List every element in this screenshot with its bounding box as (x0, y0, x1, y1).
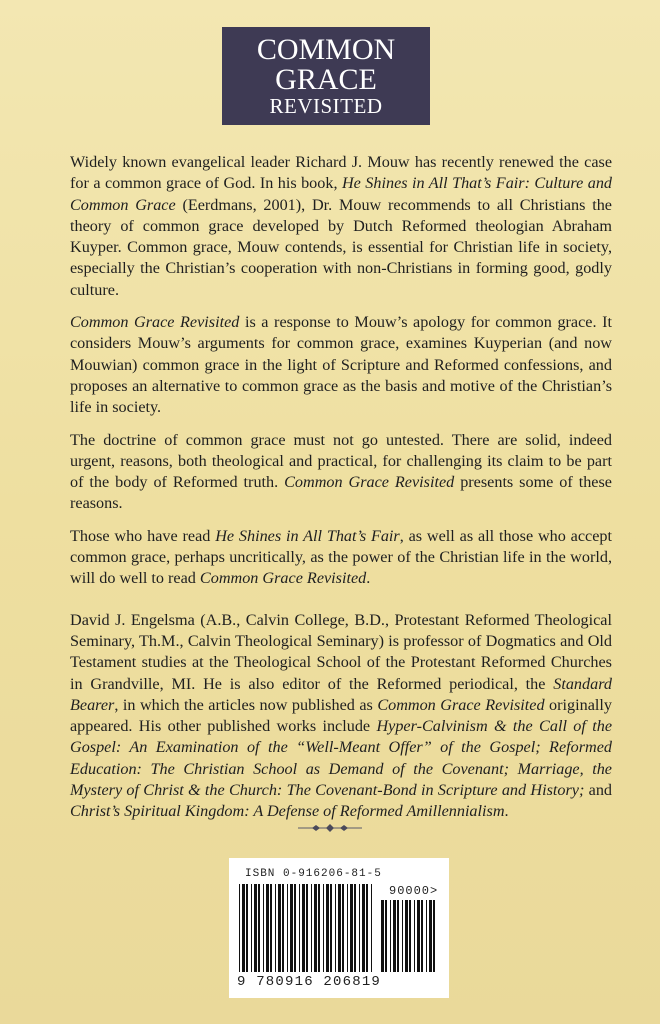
barcode-bar (311, 884, 312, 972)
barcode-bar (385, 900, 387, 972)
barcode-bar (405, 900, 408, 972)
text-run: . (504, 802, 509, 821)
other-works-list: Hyper-Calvinism & the Call of the Gospel: An Examination of the “Well-Meant Offer” of the Gospel; Reformed Education: The Christian School as Demand of the Covenant; Marriage, the Mystery of Christ & the Church: The Covenant-Bond in Scripture and History; (70, 717, 612, 800)
text-run: is a response to Mouw’s apology for common grace. It considers Mouw’s arguments for common grace, examines Kuyperian (and now Mouwian) common grace in the light of Scripture and Reformed confessions, and proposes an alternative to common grace as the basis and motive of the Christian’s life in society. (70, 313, 612, 417)
barcode-bar (350, 884, 353, 972)
barcode-bar (390, 900, 391, 972)
barcode-bar (258, 884, 260, 972)
title-line-revisited: REVISITED (269, 94, 383, 118)
barcode-bar (251, 884, 252, 972)
barcode-bar (302, 884, 305, 972)
text-run: , in which the articles now published as (114, 695, 378, 714)
book-title-he-shines: He Shines in All That’s Fair (215, 526, 400, 545)
book-title-he-shines: He Shines in All That’s Fair: Culture and Common Grace (70, 174, 613, 214)
barcode-bar (270, 884, 272, 972)
barcode-bar (278, 884, 281, 972)
text-run: presents some of these reasons. (70, 473, 612, 513)
barcode-bar (397, 900, 399, 972)
description-paragraph-4 (70, 526, 612, 590)
isbn-barcode (229, 858, 449, 998)
barcode-bars-main (239, 884, 377, 974)
barcode-bar (263, 884, 264, 972)
barcode-bar (254, 884, 257, 972)
barcode-bar (426, 900, 427, 972)
barcode-bar (433, 900, 435, 972)
barcode-bar (393, 900, 396, 972)
book-title-common-grace-revisited: Common Grace Revisited (284, 473, 455, 492)
barcode-bar (242, 884, 245, 972)
barcode-bar (421, 900, 423, 972)
barcode-bar (347, 884, 348, 972)
text-run: (Eerdmans, 2001), Dr. Mouw recommends to all Christians the theory of common grace developed by Dutch Reformed theologian Abraham Kuyper. Common grace, Mouw contends, is essential for Christian life in society, especially the Christian’s cooperation with non-Christians in forming good, godly culture. (70, 195, 612, 299)
description-paragraph-3 (70, 430, 612, 515)
barcode-bar (342, 884, 344, 972)
barcode-bar (290, 884, 293, 972)
periodical-title: Standard Bearer (70, 674, 612, 714)
barcode-bar (417, 900, 420, 972)
barcode-bar (402, 900, 403, 972)
back-cover-text (70, 152, 612, 834)
text-run: and (584, 781, 613, 800)
book-title-common-grace-revisited: Common Grace Revisited (70, 313, 240, 332)
barcode-bar (287, 884, 288, 972)
text-run: Those who have read (70, 526, 216, 545)
barcode-bar (371, 884, 372, 972)
barcode-bar (330, 884, 332, 972)
barcode-bar (354, 884, 356, 972)
barcode-bar (294, 884, 296, 972)
barcode-bar (359, 884, 360, 972)
barcode-bar (338, 884, 341, 972)
author-bio (70, 610, 612, 823)
text-run: originally appeared. His other published works include (70, 695, 612, 736)
text-run: The doctrine of common grace must not go untested. There are solid, indeed urgent, reasons, both theological and practical, for challenging its claim to be part of the body of Reformed truth. (70, 430, 612, 492)
barcode-bars-addon (381, 900, 441, 974)
price-code: 90000> (389, 884, 439, 898)
barcode-bar (299, 884, 300, 972)
book-title-common-grace-revisited: Common Grace Revisited (199, 569, 367, 588)
text-run: , as well as all those who accept common grace, perhaps uncritically, as the power of the Christian life in the world, will do well to read (70, 526, 612, 588)
barcode-bar (306, 884, 308, 972)
text-run: . (366, 569, 371, 588)
book-title-common-grace-revisited: Common Grace Revisited (377, 695, 545, 714)
text-run: Widely known evangelical leader Richard J. Mouw has recently renewed the case for a common grace of God. In his book, (70, 153, 612, 193)
barcode-bar (429, 900, 432, 972)
ornament-divider (298, 822, 362, 834)
barcode-bar (326, 884, 329, 972)
barcode-bar (366, 884, 368, 972)
barcode-bar (409, 900, 411, 972)
barcode-bar (246, 884, 248, 972)
title-line-grace: GRACE (275, 63, 377, 96)
barcode-bar (381, 900, 384, 972)
barcode-bar (318, 884, 320, 972)
description-paragraph-2 (70, 312, 612, 418)
isbn-label: ISBN 0-916206-81-5 (245, 868, 382, 880)
title-line-common: COMMON (256, 33, 396, 66)
description-paragraph-1 (70, 152, 612, 301)
barcode-bar (239, 884, 240, 972)
barcode-bar (414, 900, 415, 972)
isbn-digits: 9 780916 206819 (237, 974, 382, 990)
barcode-bar (282, 884, 284, 972)
barcode-bar (323, 884, 324, 972)
barcode-bar (335, 884, 336, 972)
book-title-christs-spiritual-kingdom: Christ’s Spiritual Kingdom: A Defense of Reformed Amillennialism (70, 802, 505, 821)
barcode-bar (266, 884, 269, 972)
text-run: David J. Engelsma (A.B., Calvin College, B.D., Protestant Reformed Theological Seminary, Th.M., Calvin Theological Seminary) is professor of Dogmatics and Old Testament studies at the Theological School of the Protestant Reformed Churches in Grandville, MI. He is also editor of the Reformed periodical, the (70, 610, 612, 693)
title-box (222, 27, 430, 125)
barcode-bar (275, 884, 276, 972)
barcode-bar (314, 884, 317, 972)
barcode-bar (362, 884, 365, 972)
